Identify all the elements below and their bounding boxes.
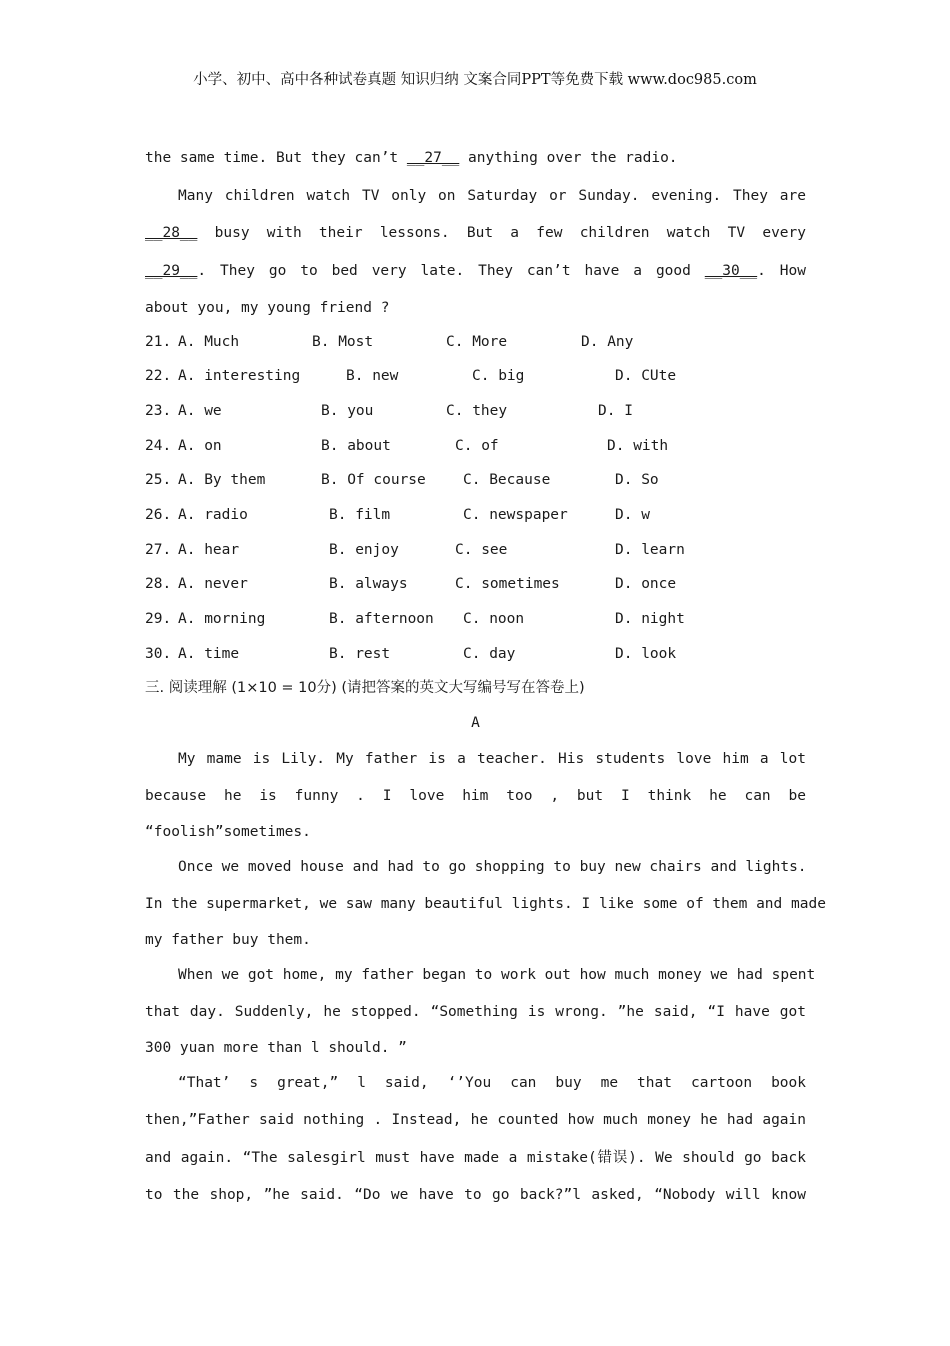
passage-line: “That’ s great,” l said, ‘’You can buy me that cartoon book xyxy=(178,1074,806,1091)
passage-label: A xyxy=(471,715,480,732)
passage-line: When we got home, my father began to work out how much money we had spent xyxy=(178,966,816,983)
passage-line: that day. Suddenly, he stopped. “Something is wrong. ”he said, “I have got xyxy=(145,1004,806,1021)
passage-line: Once we moved house and had to go shopping to buy new chairs and lights. xyxy=(178,858,807,875)
cloze-line-1: the same time. But they can’t __27__ anything over the radio. xyxy=(145,150,678,166)
question-26: 26. A. radio B. film C. newspaper D. w xyxy=(145,506,650,523)
blank-29: __29__ xyxy=(145,262,198,279)
passage-line: My mame is Lily. My father is a teacher. His students love him a lot xyxy=(178,750,806,767)
passage-line: because he is funny . I love him too , but I think he can be xyxy=(145,788,806,805)
blank-30: __30__ xyxy=(704,262,758,279)
question-28: 28. A. never B. always C. sometimes D. once xyxy=(145,576,677,593)
section-title: 三. 阅读理解 (1×10 = 10分) (请把答案的英文大写编号写在答卷上) xyxy=(145,680,585,697)
passage-line: “foolish”sometimes. xyxy=(145,823,311,840)
blank-27: __27__ xyxy=(406,150,460,166)
question-list xyxy=(145,325,806,672)
cloze-line-4: __29__. They go to bed very late. They can’t have a good __30__. How xyxy=(145,262,807,279)
passage-line: my father buy them. xyxy=(145,931,311,948)
passage-line: to the shop, ”he said. “Do we have to go back?”l asked, “Nobody will know xyxy=(145,1187,806,1204)
question-30: 30. A. time B. rest C. day D. look xyxy=(145,645,677,662)
page-header: 小学、初中、高中各种试卷真题 知识归纳 文案合同PPT等免费下载 www.doc985.com xyxy=(193,72,757,88)
passage-line: In the supermarket, we saw many beautiful lights. I like some of them and made xyxy=(145,896,826,913)
cloze-line-5: about you, my young friend ? xyxy=(145,300,390,316)
cloze-line-2: Many children watch TV only on Saturday or Sunday. evening. They are xyxy=(178,187,806,204)
cloze-line-3: __28__ busy with their lessons. But a few children watch TV every xyxy=(145,225,806,241)
passage-line: then,”Father said nothing . Instead, he counted how much money he had again xyxy=(145,1112,806,1129)
question-21: 21. A. Much B. Most C. More D. Any xyxy=(145,333,634,350)
question-24: 24. A. on B. about C. of D. with xyxy=(145,437,669,454)
question-22: 22. A. interesting B. new C. big D. CUte xyxy=(145,368,677,385)
question-29: 29. A. morning B. afternoon C. noon D. night xyxy=(145,611,685,627)
passage-a xyxy=(145,741,826,1215)
question-27: 27. A. hear B. enjoy C. see D. learn xyxy=(145,541,685,558)
question-25: 25. A. By them B. Of course C. Because D. So xyxy=(145,472,659,489)
passage-line: 300 yuan more than l should. ” xyxy=(145,1039,407,1056)
passage-line: and again. “The salesgirl must have made a mistake(错误). We should go back xyxy=(145,1149,806,1166)
document-body xyxy=(145,140,826,1215)
blank-28: __28__ xyxy=(145,225,198,241)
question-23: 23. A. we B. you C. they D. I xyxy=(145,402,633,419)
